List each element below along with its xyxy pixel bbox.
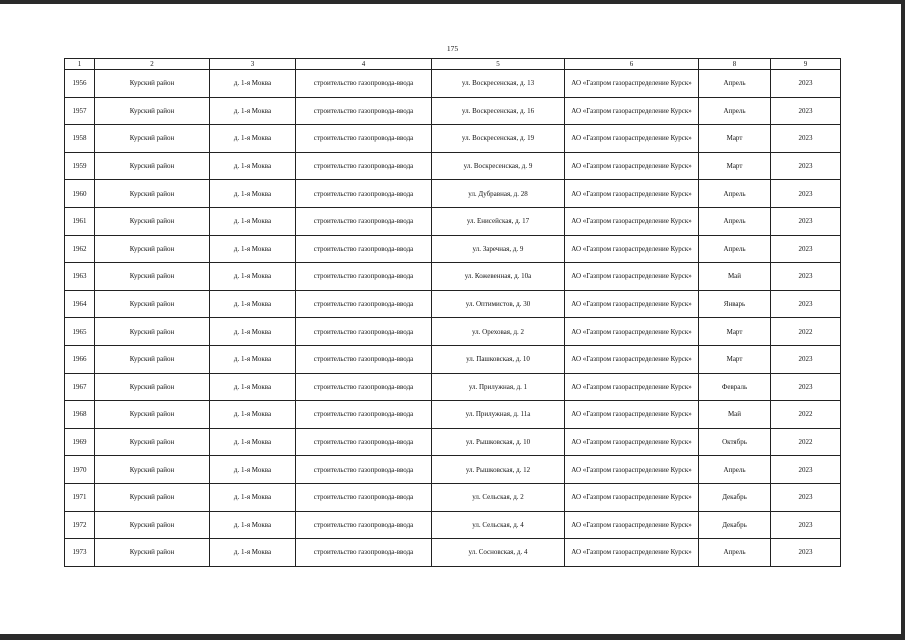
column-header-1: 1 xyxy=(65,59,95,70)
table-cell: 1958 xyxy=(65,125,95,153)
table-cell: строительство газопровода-ввода xyxy=(296,263,432,291)
table-cell: 2023 xyxy=(771,456,841,484)
table-cell: 1970 xyxy=(65,456,95,484)
table-cell: АО «Газпром газораспределение Курск» xyxy=(565,456,699,484)
table-cell: Курский район xyxy=(95,180,210,208)
column-header-2: 2 xyxy=(95,59,210,70)
table-cell: Январь xyxy=(699,290,771,318)
table-row xyxy=(65,428,841,456)
table-cell: строительство газопровода-ввода xyxy=(296,207,432,235)
table-cell: ул. Заречная, д. 9 xyxy=(432,235,565,263)
table-cell: 1972 xyxy=(65,511,95,539)
table-cell: д. 1-я Моква xyxy=(210,539,296,567)
table-cell: 1956 xyxy=(65,70,95,98)
table-row xyxy=(65,345,841,373)
table-cell: АО «Газпром газораспределение Курск» xyxy=(565,428,699,456)
table-cell: Май xyxy=(699,401,771,429)
table-cell: АО «Газпром газораспределение Курск» xyxy=(565,180,699,208)
table-cell: строительство газопровода-ввода xyxy=(296,373,432,401)
table-cell: строительство газопровода-ввода xyxy=(296,235,432,263)
scan-edge-right xyxy=(901,0,905,640)
table-cell: ул. Рышковская, д. 12 xyxy=(432,456,565,484)
table-cell: 2023 xyxy=(771,511,841,539)
table-cell: д. 1-я Моква xyxy=(210,97,296,125)
table-cell: АО «Газпром газораспределение Курск» xyxy=(565,125,699,153)
table-cell: Курский район xyxy=(95,401,210,429)
table-cell: Декабрь xyxy=(699,511,771,539)
table-cell: ул. Кожевенная, д. 10а xyxy=(432,263,565,291)
table-cell: 2023 xyxy=(771,290,841,318)
table-cell: строительство газопровода-ввода xyxy=(296,539,432,567)
column-header-6: 6 xyxy=(565,59,699,70)
table-cell: ул. Рышковская, д. 10 xyxy=(432,428,565,456)
table-cell: ул. Сосновская, д. 4 xyxy=(432,539,565,567)
table-cell: строительство газопровода-ввода xyxy=(296,511,432,539)
table-cell: 1960 xyxy=(65,180,95,208)
table-row xyxy=(65,456,841,484)
table-row xyxy=(65,373,841,401)
table-cell: ул. Енисейская, д. 17 xyxy=(432,207,565,235)
table-row xyxy=(65,152,841,180)
table-cell: Курский район xyxy=(95,70,210,98)
table-cell: Курский район xyxy=(95,511,210,539)
table-row xyxy=(65,70,841,98)
table-cell: 2022 xyxy=(771,401,841,429)
page-number: 175 xyxy=(446,44,459,53)
table-cell: строительство газопровода-ввода xyxy=(296,428,432,456)
table-cell: ул. Воскресенская, д. 13 xyxy=(432,70,565,98)
table-header-row xyxy=(65,59,841,70)
table-cell: д. 1-я Моква xyxy=(210,70,296,98)
table-cell: Май xyxy=(699,263,771,291)
column-header-3: 3 xyxy=(210,59,296,70)
table-cell: д. 1-я Моква xyxy=(210,263,296,291)
table-cell: 1969 xyxy=(65,428,95,456)
table-cell: Апрель xyxy=(699,180,771,208)
column-header-9: 9 xyxy=(771,59,841,70)
column-header-5: 5 xyxy=(432,59,565,70)
table-cell: 1973 xyxy=(65,539,95,567)
table-cell: ул. Пашковская, д. 10 xyxy=(432,345,565,373)
column-header-4: 4 xyxy=(296,59,432,70)
column-header-8: 8 xyxy=(699,59,771,70)
table-cell: Курский район xyxy=(95,235,210,263)
table-cell: 2023 xyxy=(771,180,841,208)
table-cell: 2023 xyxy=(771,152,841,180)
table-cell: строительство газопровода-ввода xyxy=(296,97,432,125)
table-row xyxy=(65,180,841,208)
table-cell: 2023 xyxy=(771,263,841,291)
data-table xyxy=(64,58,841,567)
table-cell: ул. Сельская, д. 4 xyxy=(432,511,565,539)
table-cell: д. 1-я Моква xyxy=(210,125,296,153)
table-cell: АО «Газпром газораспределение Курск» xyxy=(565,483,699,511)
scan-edge-bottom xyxy=(0,634,905,640)
table-cell: д. 1-я Моква xyxy=(210,207,296,235)
table-cell: АО «Газпром газораспределение Курск» xyxy=(565,373,699,401)
table-cell: 1968 xyxy=(65,401,95,429)
table-cell: ул. Воскресенская, д. 9 xyxy=(432,152,565,180)
table-cell: ул. Воскресенская, д. 16 xyxy=(432,97,565,125)
table-row xyxy=(65,207,841,235)
table-cell: Курский район xyxy=(95,125,210,153)
scan-edge-top xyxy=(0,0,905,4)
table-cell: Апрель xyxy=(699,70,771,98)
table-cell: д. 1-я Моква xyxy=(210,456,296,484)
table-cell: строительство газопровода-ввода xyxy=(296,318,432,346)
table-cell: ул. Ореховая, д. 2 xyxy=(432,318,565,346)
table-cell: Курский район xyxy=(95,152,210,180)
table-cell: 1963 xyxy=(65,263,95,291)
table-cell: ул. Сельская, д. 2 xyxy=(432,483,565,511)
table-cell: строительство газопровода-ввода xyxy=(296,456,432,484)
table-cell: д. 1-я Моква xyxy=(210,290,296,318)
table-cell: д. 1-я Моква xyxy=(210,235,296,263)
table-row xyxy=(65,97,841,125)
table-cell: Курский район xyxy=(95,456,210,484)
table-cell: д. 1-я Моква xyxy=(210,373,296,401)
table-cell: Курский район xyxy=(95,345,210,373)
table-cell: АО «Газпром газораспределение Курск» xyxy=(565,345,699,373)
table-cell: Апрель xyxy=(699,539,771,567)
table-cell: 2023 xyxy=(771,207,841,235)
table-cell: 1971 xyxy=(65,483,95,511)
table-cell: ул. Воскресенская, д. 19 xyxy=(432,125,565,153)
table-cell: Октябрь xyxy=(699,428,771,456)
table-cell: 1957 xyxy=(65,97,95,125)
table-cell: 2022 xyxy=(771,318,841,346)
table-cell: д. 1-я Моква xyxy=(210,401,296,429)
table-cell: ул. Прилужная, д. 1 xyxy=(432,373,565,401)
table-row xyxy=(65,235,841,263)
table-cell: строительство газопровода-ввода xyxy=(296,345,432,373)
table-cell: 2023 xyxy=(771,70,841,98)
table-cell: 1967 xyxy=(65,373,95,401)
table-cell: Курский район xyxy=(95,428,210,456)
table-cell: Курский район xyxy=(95,318,210,346)
table-cell: АО «Газпром газораспределение Курск» xyxy=(565,97,699,125)
table-cell: 1964 xyxy=(65,290,95,318)
table-cell: 2023 xyxy=(771,539,841,567)
table-cell: ул. Дубравная, д. 28 xyxy=(432,180,565,208)
table-row xyxy=(65,125,841,153)
table-cell: АО «Газпром газораспределение Курск» xyxy=(565,539,699,567)
table-row xyxy=(65,539,841,567)
table-cell: Курский район xyxy=(95,483,210,511)
table-cell: АО «Газпром газораспределение Курск» xyxy=(565,152,699,180)
table-cell: Курский район xyxy=(95,373,210,401)
table-cell: строительство газопровода-ввода xyxy=(296,483,432,511)
table-cell: д. 1-я Моква xyxy=(210,318,296,346)
table-cell: 2023 xyxy=(771,373,841,401)
table-cell: Курский район xyxy=(95,263,210,291)
table-cell: Март xyxy=(699,125,771,153)
table-cell: д. 1-я Моква xyxy=(210,152,296,180)
table-cell: строительство газопровода-ввода xyxy=(296,401,432,429)
table-cell: ул. Оптимистов, д. 30 xyxy=(432,290,565,318)
table-cell: 1962 xyxy=(65,235,95,263)
table-cell: Курский район xyxy=(95,539,210,567)
table-cell: Курский район xyxy=(95,97,210,125)
table-cell: АО «Газпром газораспределение Курск» xyxy=(565,235,699,263)
table-cell: 2023 xyxy=(771,125,841,153)
table-cell: строительство газопровода-ввода xyxy=(296,180,432,208)
table-cell: АО «Газпром газораспределение Курск» xyxy=(565,70,699,98)
table-row xyxy=(65,483,841,511)
table-cell: АО «Газпром газораспределение Курск» xyxy=(565,290,699,318)
table-cell: Март xyxy=(699,318,771,346)
table-cell: Апрель xyxy=(699,97,771,125)
table-cell: 2023 xyxy=(771,97,841,125)
table-cell: АО «Газпром газораспределение Курск» xyxy=(565,318,699,346)
table-cell: строительство газопровода-ввода xyxy=(296,290,432,318)
table-cell: 2023 xyxy=(771,235,841,263)
table-row xyxy=(65,401,841,429)
table-cell: 2023 xyxy=(771,345,841,373)
table-cell: 1961 xyxy=(65,207,95,235)
table-cell: АО «Газпром газораспределение Курск» xyxy=(565,511,699,539)
table-cell: д. 1-я Моква xyxy=(210,180,296,208)
table-cell: АО «Газпром газораспределение Курск» xyxy=(565,401,699,429)
table-cell: АО «Газпром газораспределение Курск» xyxy=(565,263,699,291)
table-cell: Март xyxy=(699,152,771,180)
table-cell: д. 1-я Моква xyxy=(210,428,296,456)
table-cell: Апрель xyxy=(699,235,771,263)
table-cell: Курский район xyxy=(95,290,210,318)
table-cell: Апрель xyxy=(699,456,771,484)
table-cell: Апрель xyxy=(699,207,771,235)
table-cell: д. 1-я Моква xyxy=(210,483,296,511)
table-cell: 1959 xyxy=(65,152,95,180)
table-row xyxy=(65,290,841,318)
table-body xyxy=(65,70,841,567)
table-cell: Декабрь xyxy=(699,483,771,511)
table-cell: АО «Газпром газораспределение Курск» xyxy=(565,207,699,235)
table-row xyxy=(65,263,841,291)
table-cell: ул. Прилужная, д. 11а xyxy=(432,401,565,429)
table-cell: д. 1-я Моква xyxy=(210,511,296,539)
table-row xyxy=(65,511,841,539)
table-cell: 1966 xyxy=(65,345,95,373)
table-cell: 1965 xyxy=(65,318,95,346)
table-cell: строительство газопровода-ввода xyxy=(296,125,432,153)
table-cell: Март xyxy=(699,345,771,373)
table-row xyxy=(65,318,841,346)
table-cell: Февраль xyxy=(699,373,771,401)
table-cell: д. 1-я Моква xyxy=(210,345,296,373)
table-cell: строительство газопровода-ввода xyxy=(296,152,432,180)
table-cell: 2022 xyxy=(771,428,841,456)
table-cell: 2023 xyxy=(771,483,841,511)
table-cell: строительство газопровода-ввода xyxy=(296,70,432,98)
table-cell: Курский район xyxy=(95,207,210,235)
